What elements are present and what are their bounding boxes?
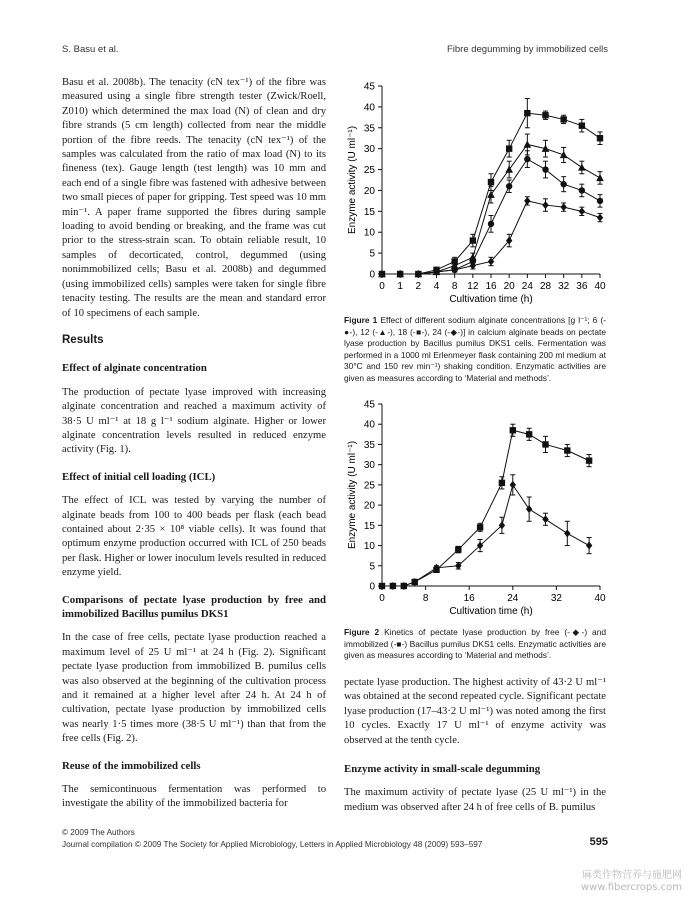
y-tick-label: 5 xyxy=(369,561,375,573)
data-point xyxy=(524,140,532,147)
x-tick-label: 4 xyxy=(433,281,440,292)
x-tick-label: 24 xyxy=(521,281,533,292)
y-tick-label: 45 xyxy=(363,399,375,411)
x-tick-label: 40 xyxy=(594,281,606,292)
data-point xyxy=(596,174,604,181)
left-column xyxy=(62,76,326,824)
footer-copyright: © 2009 The Authors xyxy=(62,828,135,837)
data-point xyxy=(579,207,585,215)
x-tick-label: 36 xyxy=(576,281,588,292)
paragraph-alginate: The production of pectate lyase improved with increasing alginate concentration and reached a maximum activity of 38·5 U ml⁻¹ at 18 g l⁻¹ sodium alginate. Higher or lower alginate concentration levels resulted in reduced enzyme activity (Fig. 1). xyxy=(62,386,326,456)
data-point xyxy=(524,156,530,162)
data-point xyxy=(499,521,505,529)
data-point xyxy=(506,145,512,151)
footer-journal: Journal compilation © 2009 The Society for Applied Microbiology, Letters in Applied Microbiology 48 (2009) 593–597 xyxy=(62,840,483,849)
heading-alginate: Effect of alginate concentration xyxy=(62,362,207,375)
data-point xyxy=(564,529,570,537)
x-tick-label: 12 xyxy=(467,281,479,292)
y-tick-label: 5 xyxy=(369,248,375,260)
figure-2 xyxy=(344,392,606,662)
data-point xyxy=(586,542,592,550)
series-diamond xyxy=(379,197,603,278)
paragraph-reuse: The semicontinuous fermentation was performed to investigate the ability of the immobilized bacteria for xyxy=(62,784,326,810)
figure-2-caption xyxy=(344,627,606,662)
data-point xyxy=(564,447,570,453)
y-axis-label: Enzyme activity (U ml⁻¹) xyxy=(347,440,358,550)
x-tick-label: 16 xyxy=(485,281,497,292)
x-tick-label: 16 xyxy=(463,593,475,604)
data-point xyxy=(597,135,603,141)
data-point xyxy=(524,110,530,116)
x-tick-label: 20 xyxy=(503,281,515,292)
results-heading: Results xyxy=(62,333,104,346)
data-point xyxy=(542,201,548,209)
data-point xyxy=(579,187,585,193)
data-point xyxy=(510,427,516,433)
x-axis-label: Cultivation time (h) xyxy=(449,294,533,304)
x-tick-label: 8 xyxy=(422,593,429,604)
heading-comparison: Comparisons of pectate lyase production by free and immobilized Bacillus pumilus DKS1 xyxy=(62,593,326,620)
data-point xyxy=(455,546,461,552)
x-tick-label: 1 xyxy=(397,281,403,292)
series-line xyxy=(382,144,600,274)
figure-2-chart xyxy=(344,392,606,616)
y-tick-label: 30 xyxy=(363,460,375,472)
series-square xyxy=(379,424,593,589)
figure-1-label: Figure 1 xyxy=(344,315,378,325)
data-point xyxy=(524,197,530,205)
y-tick-label: 30 xyxy=(363,144,375,156)
watermark xyxy=(581,870,682,894)
running-header-authors: S. Basu et al. xyxy=(62,44,119,55)
paragraph-small-scale: The maximum activity of pectate lyase (25 U ml⁻¹) in the medium was observed after 24 h of free cells of B. pumilus xyxy=(344,787,606,813)
series-square xyxy=(379,99,603,278)
x-tick-label: 24 xyxy=(507,593,519,604)
x-tick-label: 0 xyxy=(379,281,385,292)
y-tick-label: 40 xyxy=(363,102,375,114)
watermark-line-2: www.fibercrops.com xyxy=(580,882,682,893)
series-line xyxy=(382,430,589,586)
right-column-text xyxy=(344,676,606,815)
data-point xyxy=(560,181,566,187)
data-point xyxy=(560,203,566,211)
figure-1-chart xyxy=(344,74,606,304)
y-tick-label: 10 xyxy=(363,227,375,239)
data-point xyxy=(597,214,603,222)
data-point xyxy=(488,221,494,227)
heading-reuse: Reuse of the immobilized cells xyxy=(62,759,201,772)
paragraph-comparison: In the case of free cells, pectate lyase production reached a maximum level of 25 U ml⁻¹ at 24 h (Fig. 2). Significant pectate lyase production from immobilized B. pumilus cells was also observed at the beginning of the cultivation process and it remained at a higher level after 24 h. At 24 h of cultivation, pectate lyase production by immobilized cells was nearly 1·5 times more (38·5 U ml⁻¹) than that from the free cells (Fig. 2). xyxy=(62,632,326,745)
y-tick-label: 35 xyxy=(363,123,375,135)
y-axis-label: Enzyme activity (U ml⁻¹) xyxy=(347,125,358,235)
page-number: 595 xyxy=(589,836,608,848)
heading-small-scale: Enzyme activity in small-scale degumming xyxy=(344,763,541,776)
data-point xyxy=(578,163,586,170)
x-tick-label: 2 xyxy=(415,281,422,292)
data-point xyxy=(542,441,548,447)
data-point xyxy=(542,166,548,172)
y-tick-label: 20 xyxy=(363,185,375,197)
y-tick-label: 45 xyxy=(363,81,375,93)
figure-1-caption xyxy=(344,315,606,385)
y-tick-label: 15 xyxy=(363,520,375,532)
data-point xyxy=(586,457,592,463)
data-point xyxy=(451,258,457,264)
y-tick-label: 10 xyxy=(363,541,375,553)
running-header-title: Fibre degumming by immobilized cells xyxy=(446,44,608,55)
y-tick-label: 20 xyxy=(363,500,375,512)
data-point xyxy=(506,183,512,189)
figure-2-caption-text: Kinetics of pectate lyase production by free (-◆-) and immobilized (-■-) Bacillus pumilus DKS1 cells. Enzymatic activities are given as measures according to ‘Material and methods’. xyxy=(344,627,607,661)
y-tick-label: 25 xyxy=(363,165,375,177)
figure-2-label: Figure 2 xyxy=(344,627,380,637)
data-point xyxy=(499,480,505,486)
series-triangle xyxy=(378,134,604,277)
y-tick-label: 40 xyxy=(363,419,375,431)
paragraph-tenacity: Basu et al. 2008b). The tenacity (cN tex⁻¹) of the fibre was measured using a single fibre strength tester (Zwick/Roell, Z010) which determined the max load (N) of clean and dry fibre strands (5 cm length) collected from near the middle portion of the fibre reeds. The tenacity (cN tex⁻¹) of the samples was calculated from the ratio of max load (N) to its fineness (tex). Gauge length (test length) was 10 mm and each end of a single fibre was fastened with adhesive between two small pieces of paper for gripping. Test speed was 10 mm min⁻¹. A paper frame supported the fibres during sample loading to avoid bending or breaking, and the frame was cut prior to the stress-strain scan. To obtain reliable result, 10 samples of decorticated, control, degummed (using nonimmobilized cells; Basu et al. 2008b) and degummed (using immobilized cells) samples were taken for single fibre tenacity testing. The results are the mean and standard error of 10 specimens of each sample. xyxy=(62,77,326,319)
data-point xyxy=(542,515,548,523)
x-tick-label: 32 xyxy=(550,593,562,604)
data-point xyxy=(560,116,566,122)
x-axis-label: Cultivation time (h) xyxy=(449,606,533,616)
paragraph-reuse-cont: pectate lyase production. The highest activity of 43·2 U ml⁻¹ was obtained at the second repeated cycle. Significant pectate lyase production (17–43·2 U ml⁻¹) was noted among the first 10 cycles. Exactly 17 U ml⁻¹ of enzyme activity was observed at the tenth cycle. xyxy=(344,677,606,746)
figure-1-caption-text: Effect of different sodium alginate concentrations [g l⁻¹; 6 (-●-), 12 (-▲-), 18 (-■-), 24 (-◆-)] in calcium alginate beads on pectate lyase production by Bacillus pumilus DKS1 cells. Fermentation was performed in a 1000 ml Erlenmeyer flask containing 200 ml medium at 30°C and 150 rev min⁻¹) shaking condition. Enzymatic activities are given as measures according to ‘Material and methods’. xyxy=(344,315,607,383)
y-tick-label: 25 xyxy=(363,480,375,492)
x-tick-label: 32 xyxy=(558,281,570,292)
heading-icl: Effect of initial cell loading (ICL) xyxy=(62,470,216,483)
data-point xyxy=(477,542,483,550)
data-point xyxy=(526,431,532,437)
x-tick-label: 28 xyxy=(539,281,552,292)
y-tick-label: 0 xyxy=(369,269,375,281)
x-tick-label: 0 xyxy=(379,593,385,604)
y-tick-label: 15 xyxy=(363,206,375,218)
data-point xyxy=(597,198,603,204)
y-tick-label: 0 xyxy=(369,581,375,593)
data-point xyxy=(488,179,494,185)
data-point xyxy=(542,112,548,118)
y-tick-label: 35 xyxy=(363,439,375,451)
x-tick-label: 8 xyxy=(451,281,458,292)
x-tick-label: 40 xyxy=(594,593,606,604)
figure-1 xyxy=(344,74,606,385)
series-line xyxy=(382,485,589,586)
data-point xyxy=(477,524,483,530)
watermark-line-1: 麻类作物营养与施肥网 xyxy=(582,870,682,881)
data-point xyxy=(579,122,585,128)
data-point xyxy=(470,237,476,243)
paragraph-icl: The effect of ICL was tested by varying the number of alginate beads from 100 to 400 beads per flask (each bead contained about 2·35 × 10⁸ viable cells). It was found that optimum enzyme production occurred with ICL of 250 beads per flask. Higher or lower inoculum levels resulted in reduced enzyme yield. xyxy=(62,495,326,579)
series-diamond xyxy=(379,475,593,590)
